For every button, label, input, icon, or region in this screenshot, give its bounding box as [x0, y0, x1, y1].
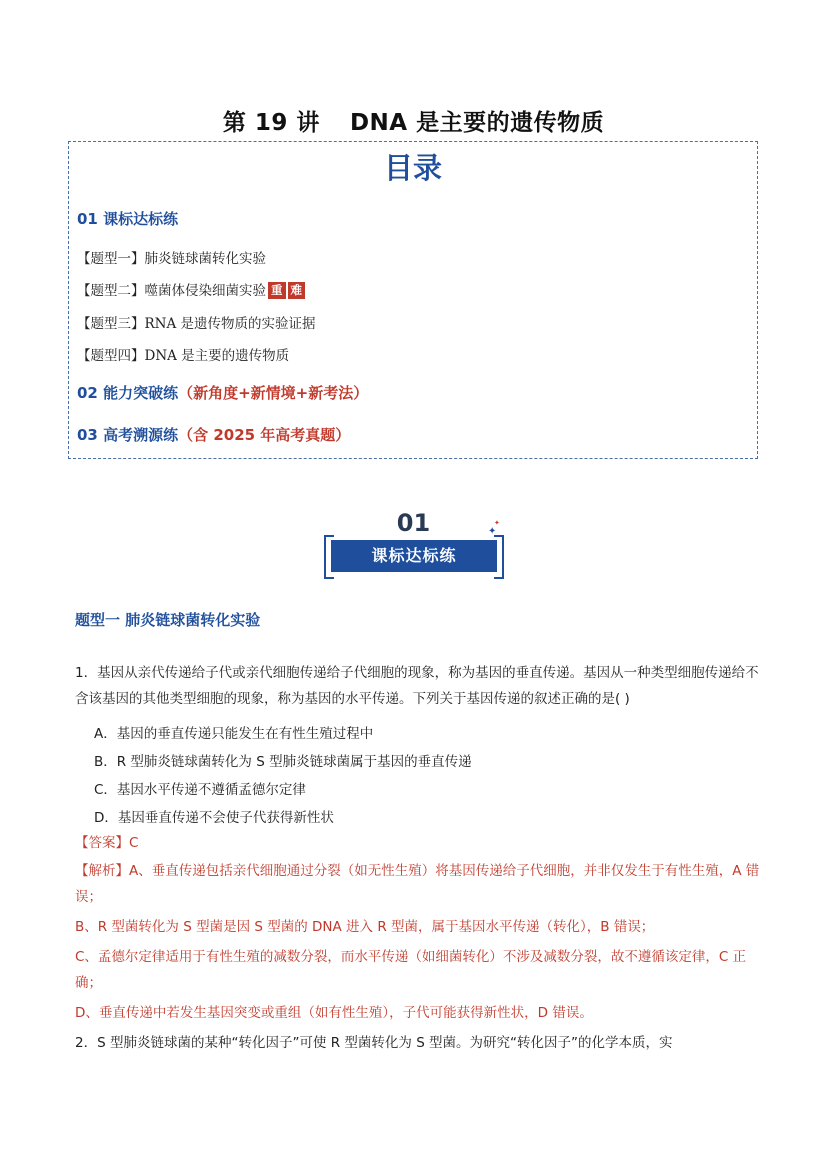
toc-section-3-note: （含 2025 年高考真题） — [178, 426, 351, 444]
question-1-analysis-a: 【解析】A、垂直传递包括亲代细胞通过分裂（如无性生殖）将基因传递给子代细胞，并非仅发生于有性生殖，A 错误； — [75, 863, 760, 905]
lecture-topic: DNA 是主要的遗传物质 — [349, 110, 605, 136]
section-number: 01 — [396, 509, 431, 537]
toc-item-type4[interactable]: 【题型四】DNA 是主要的遗传物质 — [77, 348, 290, 364]
toc-item-type2-label: 【题型二】噬菌体侵染细菌实验 — [77, 283, 266, 299]
key-point-badge: 重 — [268, 282, 286, 299]
toc-item-type1[interactable]: 【题型一】肺炎链球菌转化实验 — [77, 251, 266, 267]
question-1-analysis-d: D、垂直传递中若发生基因突变或重组（如有性生殖），子代可能获得新性状，D 错误。 — [75, 1005, 593, 1021]
table-of-contents — [68, 141, 758, 459]
question-1-option-a: A．基因的垂直传递只能发生在有性生殖过程中 — [94, 726, 374, 742]
toc-heading: 目录 — [383, 151, 442, 185]
question-1-stem: 1．基因从亲代传递给子代或亲代细胞传递给子代细胞的现象，称为基因的垂直传递。基因从一种类型细胞传递给不含该基因的其他类型细胞的现象，称为基因的水平传递。下列关于基因传递的叙述正确的是( ) — [75, 665, 759, 707]
toc-section-2[interactable] — [77, 382, 368, 403]
toc-section-3[interactable] — [77, 424, 350, 445]
toc-section-1[interactable]: 01 课标达标练 — [77, 210, 179, 228]
question-1-option-c: C．基因水平传递不遵循孟德尔定律 — [94, 782, 306, 798]
question-1-answer: 【答案】C — [75, 835, 139, 851]
question-1-analysis-b: B、R 型菌转化为 S 型菌是因 S 型菌的 DNA 进入 R 型菌，属于基因水平传递（转化），B 错误； — [75, 919, 655, 935]
toc-section-2-label: 02 能力突破练 — [77, 384, 179, 402]
lecture-number: 第 19 讲 — [222, 110, 320, 136]
question-type-heading: 题型一 肺炎链球菌转化实验 — [75, 611, 261, 629]
difficulty-badge: 难 — [288, 282, 306, 299]
section-banner: 课标达标练 — [331, 540, 497, 572]
toc-item-type2[interactable] — [77, 279, 305, 299]
sparkle-icon: ✦ — [488, 526, 497, 537]
question-1-option-d: D．基因垂直传递不会使子代获得新性状 — [94, 810, 334, 826]
small-sparkle-icon: ✦ — [494, 519, 500, 527]
toc-section-2-note: （新角度+新情境+新考法） — [178, 384, 369, 402]
toc-section-3-label: 03 高考溯源练 — [77, 426, 179, 444]
question-1-option-b: B．R 型肺炎链球菌转化为 S 型肺炎链球菌属于基因的垂直传递 — [94, 754, 472, 770]
page-title — [0, 104, 827, 137]
toc-item-type3[interactable]: 【题型三】RNA 是遗传物质的实验证据 — [77, 316, 316, 332]
question-1-analysis-c: C、孟德尔定律适用于有性生殖的减数分裂，而水平传递（如细菌转化）不涉及减数分裂，故不遵循该定律，C 正确； — [75, 949, 747, 991]
question-2-stem: 2．S 型肺炎链球菌的某种“转化因子”可使 R 型菌转化为 S 型菌。为研究“转化因子”的化学本质，实 — [75, 1035, 673, 1051]
